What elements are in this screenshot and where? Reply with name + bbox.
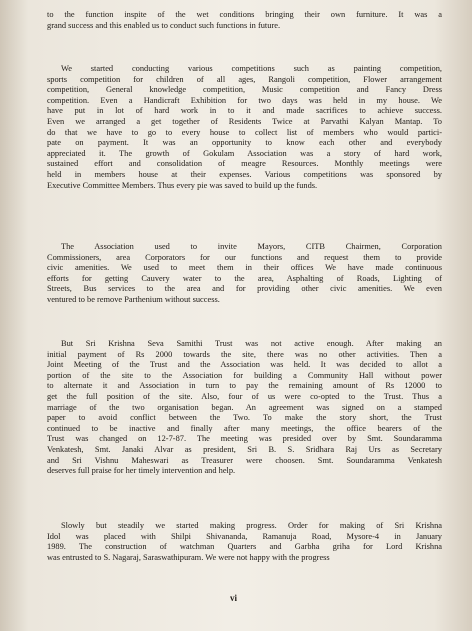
text-line: But Sri Krishna Seva Samithi Trust was not active enough. After making an bbox=[61, 339, 442, 348]
text-line: Venkatesh, Smt. Janaki Alvar as president, Sri B. S. Sridhara Raj Urs as Secretary bbox=[47, 444, 442, 454]
paragraph-3 bbox=[47, 242, 442, 306]
text-line: do that we have to go to every house to collect list of members who would partici- bbox=[47, 127, 442, 137]
paragraph-4 bbox=[47, 339, 442, 477]
text-line: Streets, Bus services to the area and for providing other civic amenities. We even bbox=[47, 284, 442, 294]
text-line: competition, General knowledge competition, Music competition and Fancy Dress bbox=[47, 85, 442, 95]
text-line: Idol was placed with Shilpi Shivananda, Ramanuja Road, Mysore-4 in January bbox=[47, 531, 442, 541]
paragraph-5 bbox=[47, 521, 442, 563]
text-line: Trust was changed on 12-7-87. The meeting was presided over by Smt. Soundaramma bbox=[47, 434, 442, 444]
text-line: 1989. The construction of watchman Quarters and Garbha griha for Lord Krishna bbox=[47, 542, 442, 552]
text-line: ventured to be remove Parthenium without success. bbox=[47, 294, 220, 304]
text-line: Executive Committee Members. Thus every pie was saved to build up the funds. bbox=[47, 180, 318, 190]
text-line: deserves full praise for her timely intervention and help. bbox=[47, 466, 236, 476]
text-line: competition. Even a Handicraft Exhibition for two days was held in my house. We bbox=[47, 95, 442, 105]
text-line: civic amenities. We used to meet them in their offices We have made continuous bbox=[47, 263, 442, 273]
text-line: continued to be inactive and finally after many meetings, the office bearers of the bbox=[47, 423, 442, 433]
text-line: appreciated it. The growth of Gokulam Association was a story of hard work, bbox=[47, 148, 442, 158]
text-line: held in members house at their expenses. Various competitions was sponsored by bbox=[47, 169, 442, 179]
text-line: get the full position of the site. Also, four of us were co-opted to the Trust. Thus a bbox=[47, 391, 442, 401]
text-line: sustained effort and consolidation of meagre Resources. Monthly meetings were bbox=[47, 159, 442, 169]
text-line: pate on payment. It was an opportunity to know each other and everybody bbox=[47, 138, 442, 148]
paragraph-1 bbox=[47, 10, 442, 31]
text-line: The Association used to invite Mayors, CITB Chairmen, Corporation bbox=[61, 242, 442, 251]
text-line: We started conducting various competitions such as painting competition, bbox=[61, 64, 442, 73]
text-line: initial payment of Rs 2000 towards the site, there was no other activities. Then a bbox=[47, 349, 442, 359]
text-line: and Sri Vishnu Maheswari as Treasurer were choosen. Smt. Soundaramma Venkatesh bbox=[47, 455, 442, 465]
text-line: sports competition for children of all ages, Rangoli competition, Flower arrangement bbox=[47, 74, 442, 84]
text-line: portion of the site to the Association for building a Community Hall without power bbox=[47, 370, 442, 380]
text-line: efforts for getting Cauvery water to the area, Asphalting of Roads, Lighting of bbox=[47, 273, 442, 283]
text-line: Joint Meeting of the Trust and the Association was held. It was decided to allot a bbox=[47, 360, 442, 370]
text-line: marriage of the two organisation began. An agreement was signed on a stamped bbox=[47, 402, 442, 412]
paragraph-2 bbox=[47, 64, 442, 191]
text-line: to alternate it and Association in turn to pay the remaining amount of Rs 12000 to bbox=[47, 381, 442, 391]
text-line: have put in lot of hard work in to it and made sacrifices to achieve success. bbox=[47, 106, 442, 116]
text-line: grand success and this enabled us to conduct such functions in future. bbox=[47, 20, 281, 30]
text-line: Commissioners, area Corporators for our functions and request them to provide bbox=[47, 252, 442, 262]
text-line: Slowly but steadily we started making progress. Order for making of Sri Krishna bbox=[61, 521, 442, 530]
text-line: paper to avoid conflict between the Two. To make the story short, the Trust bbox=[47, 413, 442, 423]
page-number: vi bbox=[230, 593, 238, 603]
text-line: was entrusted to S. Nagaraj, Saraswathipuram. We were not happy with the progress bbox=[47, 552, 330, 562]
text-line: Even we arranged a get together of Residents Twice at Parvathi Kalyan Mantap. To bbox=[47, 116, 442, 126]
text-line: to the function inspite of the wet conditions bringing their own furniture. It was a bbox=[47, 10, 442, 19]
